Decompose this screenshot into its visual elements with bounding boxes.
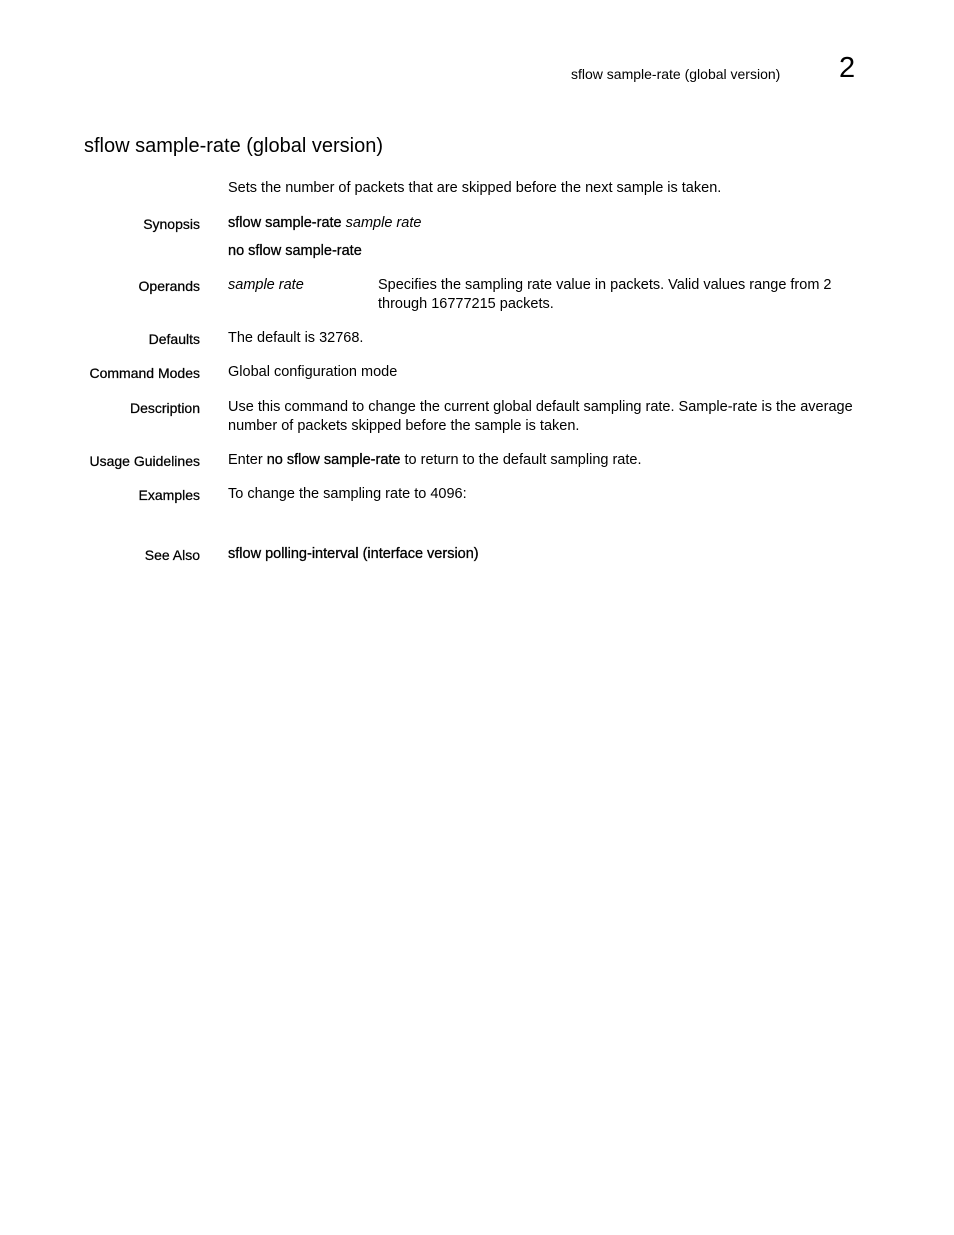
description-line-1: Use this command to change the current global default sampling rate. Sample-rate is the average bbox=[228, 399, 853, 415]
chapter-number: 2 bbox=[839, 52, 856, 84]
defaults-label: Defaults bbox=[148, 331, 200, 347]
synopsis-line-1 bbox=[228, 214, 421, 233]
description-text bbox=[228, 398, 853, 436]
description-label: Description bbox=[129, 400, 200, 416]
page-title: sflow sample-rate (global version) bbox=[84, 135, 384, 157]
see-also-link[interactable]: sflow polling-interval (interface version) bbox=[228, 546, 479, 562]
running-header-title: sflow sample-rate (global version) bbox=[571, 66, 781, 82]
operands-label: Operands bbox=[138, 278, 200, 294]
usage-command: no sflow sample-rate bbox=[266, 452, 401, 468]
synopsis-argument: sample rate bbox=[345, 215, 422, 231]
examples-text: To change the sampling rate to 4096: bbox=[228, 486, 467, 502]
see-also-label: See Also bbox=[144, 547, 200, 563]
synopsis-line-2 bbox=[228, 242, 362, 261]
intro-text: Sets the number of packets that are skipped before the next sample is taken. bbox=[228, 180, 722, 196]
usage-guidelines-text bbox=[228, 451, 642, 470]
synopsis-command: sflow sample-rate bbox=[228, 215, 342, 231]
usage-guidelines-label: Usage Guidelines bbox=[89, 453, 200, 469]
synopsis-no-command: no sflow sample-rate bbox=[228, 243, 362, 259]
operand-description-line-2: through 16777215 packets. bbox=[378, 296, 554, 312]
operand-description-line-1: Specifies the sampling rate value in packets. Valid values range from 2 bbox=[378, 277, 832, 293]
examples-label: Examples bbox=[138, 487, 200, 503]
description-line-2: number of packets skipped before the sample is taken. bbox=[228, 418, 580, 434]
operand-name: sample rate bbox=[228, 277, 304, 293]
command-modes-text: Global configuration mode bbox=[228, 364, 398, 380]
defaults-text: The default is 32768. bbox=[228, 330, 364, 346]
operand-description bbox=[378, 276, 858, 314]
usage-prefix: Enter bbox=[228, 452, 263, 468]
synopsis-label: Synopsis bbox=[143, 216, 200, 232]
command-modes-label: Command Modes bbox=[89, 365, 200, 381]
usage-suffix: to return to the default sampling rate. bbox=[404, 452, 642, 468]
